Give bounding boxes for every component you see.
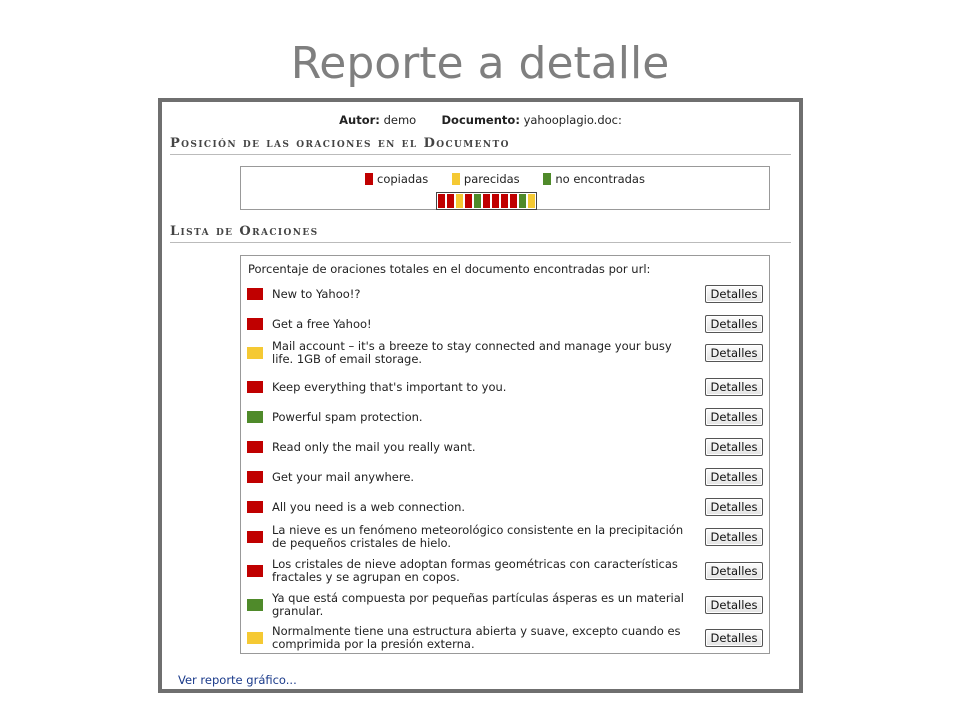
status-swatch [247,632,263,644]
details-button[interactable]: Detalles [705,378,763,396]
section-divider [170,242,791,243]
author-label: Autor: [339,113,380,127]
strip-cell [492,194,499,208]
details-button[interactable]: Detalles [705,562,763,580]
sentence-text: Keep everything that's important to you. [272,379,507,394]
sentence-row [247,376,763,398]
sentence-text: Ya que está compuesta por pequeñas partículas ásperas es un material granular. [272,591,684,618]
strip-cell [519,194,526,208]
sentence-list [240,255,770,654]
legend-label-copied: copiadas [377,172,429,186]
sentence-row [247,557,763,584]
section-divider [170,154,791,155]
status-swatch [247,565,263,577]
sentence-text: Normalmente tiene una estructura abierta y suave, excepto cuando es comprimida por la presión externa. [272,624,681,651]
strip-cell [501,194,508,208]
details-button[interactable]: Detalles [705,315,763,333]
strip-cell [510,194,517,208]
author-value: demo [383,113,417,127]
sentence-text: Powerful spam protection. [272,409,423,424]
legend-item-similar [452,172,520,186]
status-swatch [247,347,263,359]
sentence-row [247,313,763,335]
sentence-text: Read only the mail you really want. [272,439,476,454]
legend-item-not-found [543,172,645,186]
report-panel [158,98,803,693]
details-button[interactable]: Detalles [705,528,763,546]
status-swatch [247,471,263,483]
legend-swatch-not-found [543,173,551,185]
status-swatch [247,599,263,611]
sentence-row [247,339,763,366]
sentence-row [247,496,763,518]
graphic-report-link[interactable]: Ver reporte gráfico... [178,673,297,687]
section-title-list: Lista de Oraciones [170,224,319,239]
details-button[interactable]: Detalles [705,498,763,516]
strip-cell [438,194,445,208]
details-button[interactable]: Detalles [705,468,763,486]
strip-cell [528,194,535,208]
document-label: Documento: [441,113,520,127]
page-title: Reporte a detalle [290,38,670,89]
status-swatch [247,441,263,453]
sentence-text: Mail account – it's a breeze to stay connected and manage your busy life. 1GB of email storage. [272,339,672,366]
strip-cell [474,194,481,208]
sentence-row [247,436,763,458]
strip-cell [447,194,454,208]
legend-swatch-copied [365,173,373,185]
sentence-row [247,466,763,488]
sentence-text: Get a free Yahoo! [272,316,372,331]
details-button[interactable]: Detalles [705,596,763,614]
legend-label-not-found: no encontradas [555,172,645,186]
sentence-text: Los cristales de nieve adoptan formas geométricas con características fractales y se agrupan en copos. [272,557,678,584]
section-title-position: Posición de las oraciones en el Documento [170,136,510,151]
details-button[interactable]: Detalles [705,285,763,303]
status-swatch [247,381,263,393]
legend [241,172,769,186]
legend-item-copied [365,172,428,186]
document-meta [162,113,799,127]
details-button[interactable]: Detalles [705,629,763,647]
details-button[interactable]: Detalles [705,344,763,362]
sentence-row [247,406,763,428]
status-swatch [247,411,263,423]
status-swatch [247,501,263,513]
sentence-row [247,523,763,550]
sentence-text: La nieve es un fenómeno meteorológico consistente en la precipitación de pequeños cristales de hielo. [272,523,684,550]
position-legend-box [240,166,770,210]
strip-cell [465,194,472,208]
legend-swatch-similar [452,173,460,185]
sentence-text: All you need is a web connection. [272,499,466,514]
list-header: Porcentaje de oraciones totales en el documento encontradas por url: [248,262,651,276]
sentence-position-strip [436,192,537,210]
document-value: yahooplagio.doc: [523,113,622,127]
sentence-text: Get your mail anywhere. [272,469,415,484]
status-swatch [247,531,263,543]
sentence-row [247,624,763,651]
status-swatch [247,288,263,300]
status-swatch [247,318,263,330]
strip-cell [483,194,490,208]
sentence-row [247,283,763,305]
sentence-row [247,591,763,618]
legend-label-similar: parecidas [463,172,520,186]
details-button[interactable]: Detalles [705,438,763,456]
strip-cell [456,194,463,208]
details-button[interactable]: Detalles [705,408,763,426]
sentence-text: New to Yahoo!? [272,286,361,301]
